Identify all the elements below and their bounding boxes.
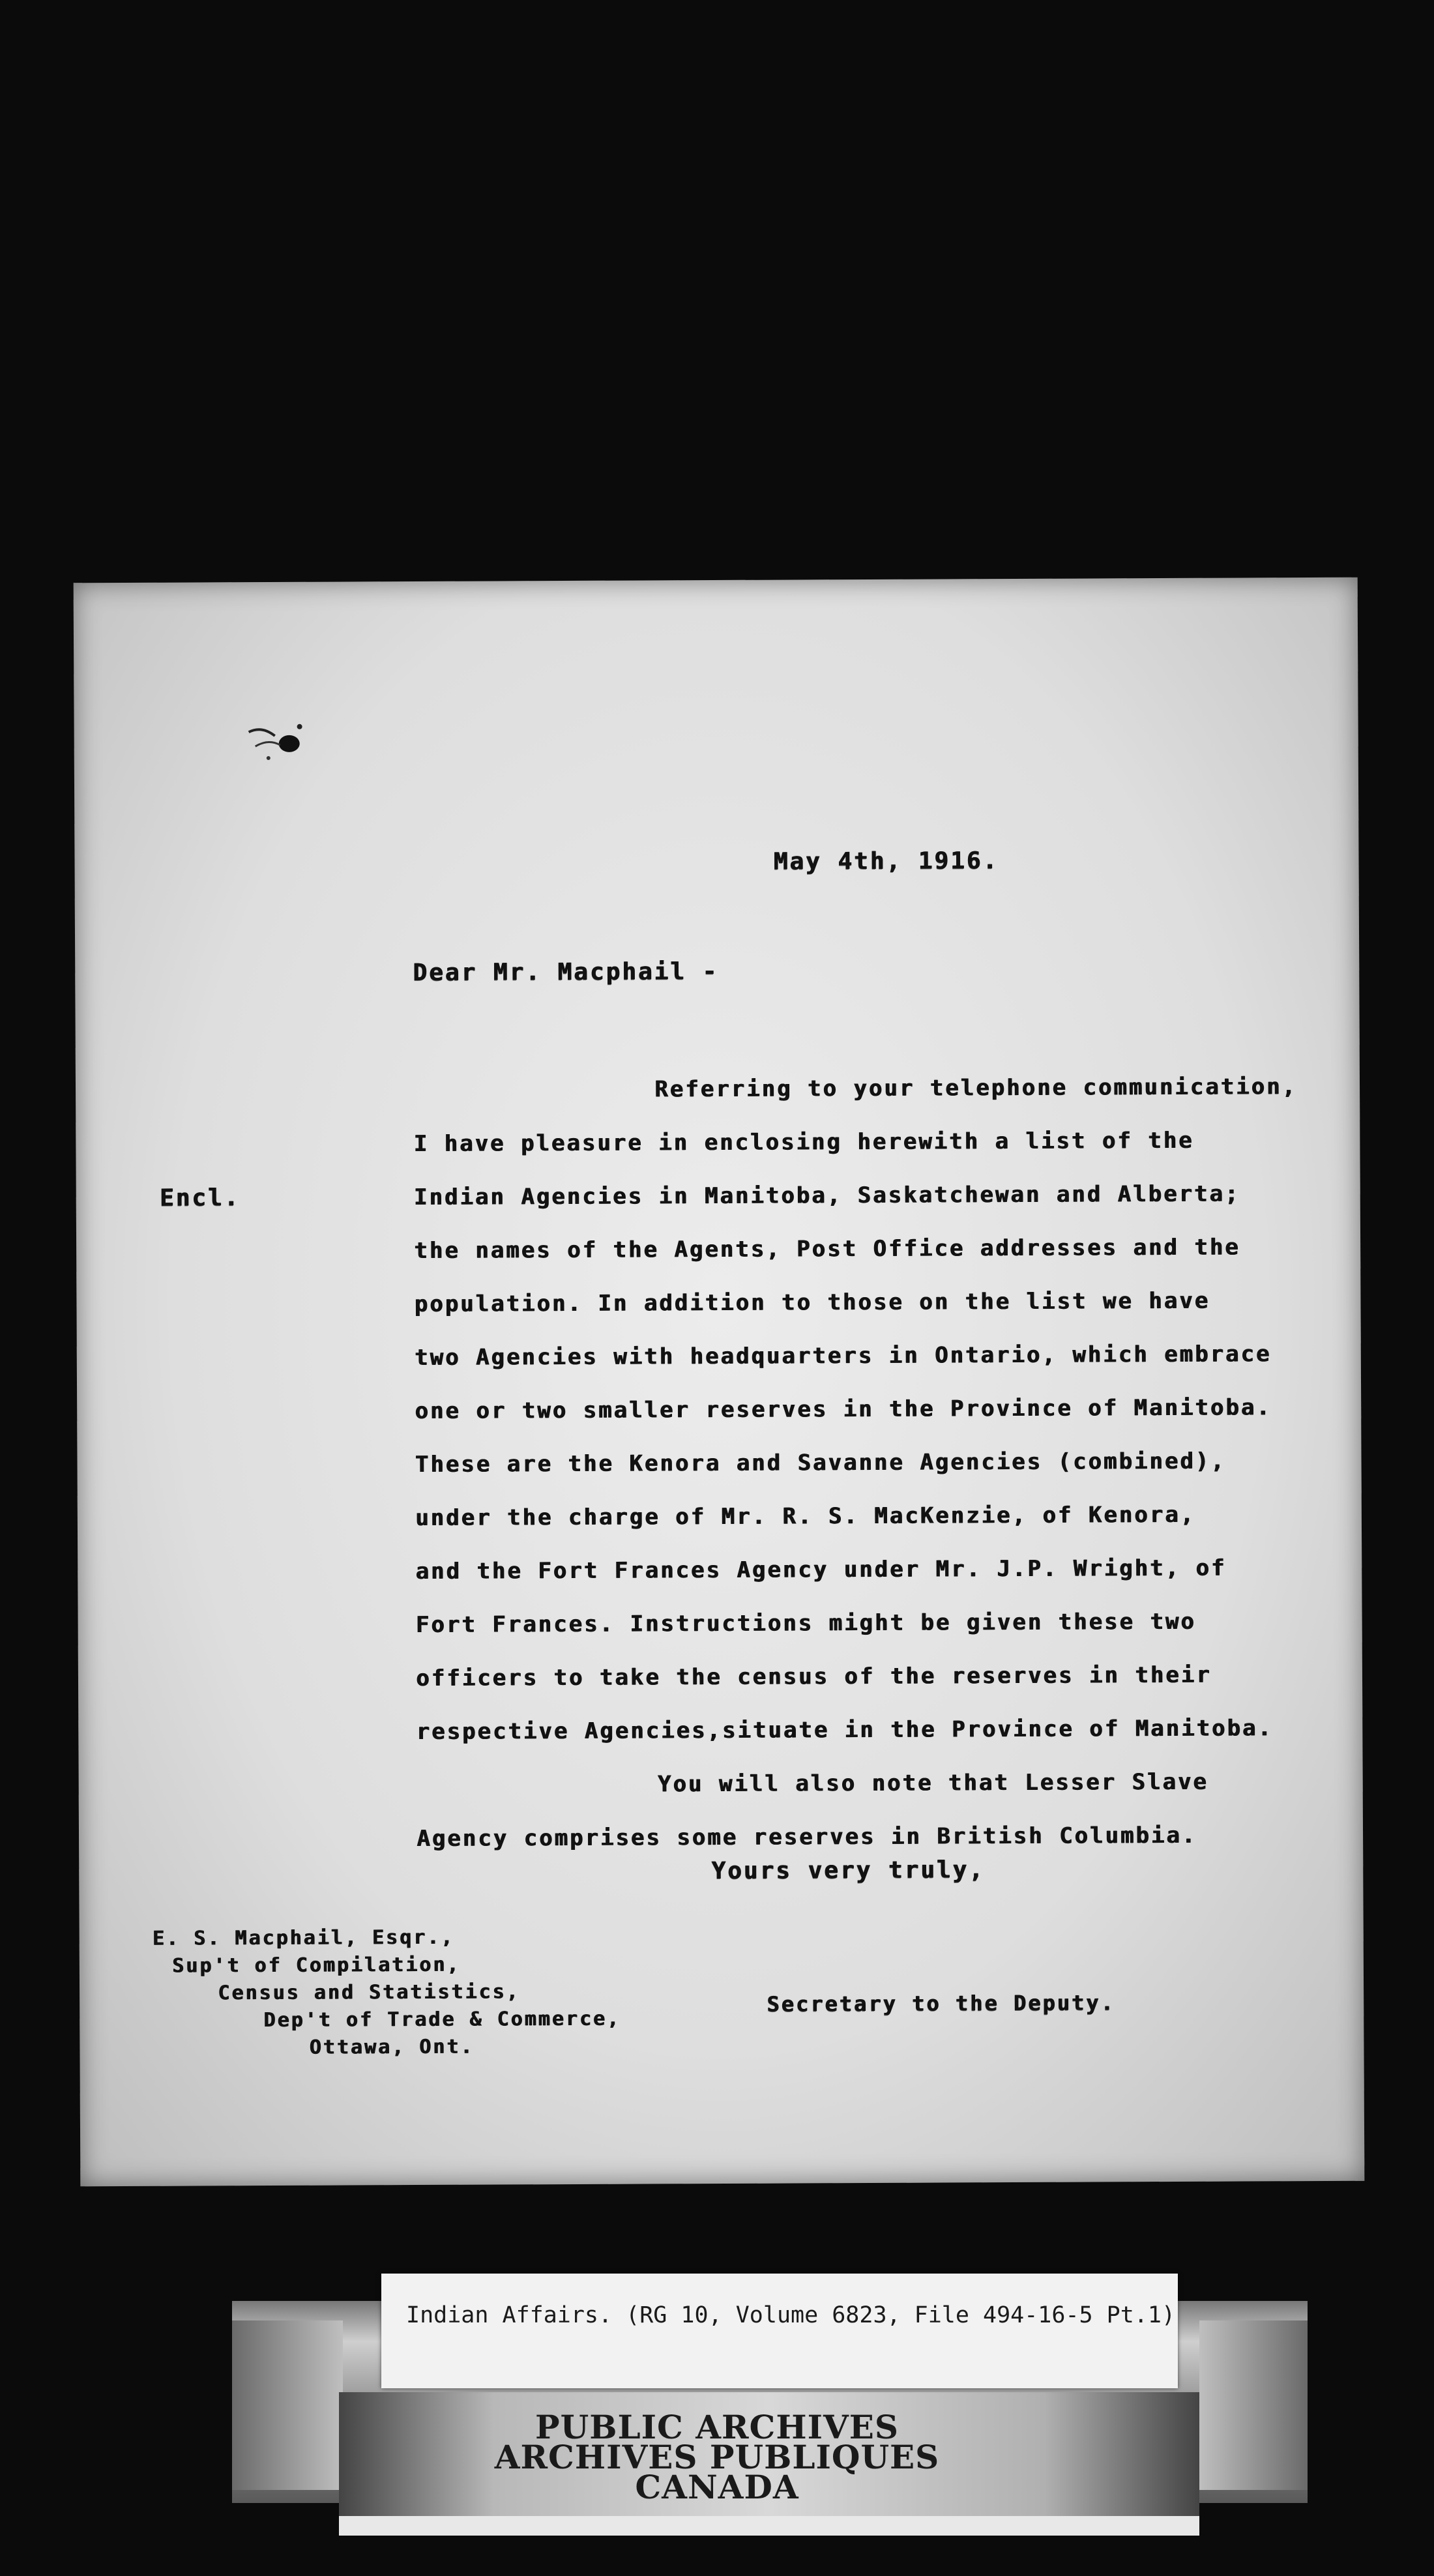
body-line: Fort Frances. Instructions might be given these two	[415, 1608, 1196, 1639]
closing: Yours very truly,	[711, 1856, 985, 1885]
body-line: respective Agencies,situate in the Province of Manitoba.	[416, 1715, 1273, 1746]
archive-reference-label	[381, 2274, 1178, 2388]
body-line: Indian Agencies in Manitoba, Saskatchewan and Alberta;	[413, 1180, 1240, 1211]
body-line: Agency comprises some reserves in British Columbia.	[416, 1822, 1197, 1852]
body-line: officers to take the census of the reserves in their	[415, 1661, 1212, 1692]
body-line: under the charge of Mr. R. S. MacKenzie, of Kenora,	[415, 1501, 1195, 1532]
body-line: I have pleasure in enclosing herewith a list of the	[413, 1127, 1194, 1158]
body-line: one or two smaller reserves in the Province of Manitoba.	[415, 1394, 1272, 1425]
letter-date: May 4th, 1916.	[773, 847, 999, 875]
recipient-address	[153, 1924, 621, 2062]
ink-blot-mark	[242, 712, 314, 771]
letter-sheet	[74, 578, 1365, 2187]
letter-body	[413, 1060, 1300, 1866]
signature-title: Secretary to the Deputy.	[767, 1990, 1115, 2017]
address-line: E. S. Macphail, Esqr.,	[152, 1925, 455, 1950]
archive-reference: Indian Affairs. (RG 10, Volume 6823, File 494-16-5 Pt.1)	[406, 2302, 1176, 2328]
body-line: and the Fort Frances Agency under Mr. J.P. Wright, of	[415, 1555, 1227, 1585]
stamp-line: PUBLIC ARCHIVES	[535, 2408, 899, 2446]
stamp-line: ARCHIVES PUBLIQUES	[494, 2438, 940, 2476]
salutation: Dear Mr. Macphail -	[413, 958, 719, 987]
address-line: Census and Statistics,	[218, 1980, 520, 2005]
address-line: Sup't of Compilation,	[171, 1953, 461, 1978]
stamp-line: CANADA	[635, 2468, 799, 2506]
body-line: two Agencies with headquarters in Ontario, which embrace	[414, 1341, 1272, 1371]
body-line: population. In addition to those on the list we have	[414, 1287, 1210, 1318]
address-line: Ottawa, Ont.	[309, 2035, 475, 2059]
body-line: These are the Kenora and Savanne Agencies (combined),	[415, 1448, 1226, 1478]
enclosure-note: Encl.	[159, 1184, 241, 1212]
body-line: You will also note that Lesser Slave	[657, 1768, 1208, 1798]
body-line: Referring to your telephone communication,	[654, 1074, 1297, 1103]
body-line: the names of the Agents, Post Office addresses and the	[414, 1234, 1240, 1265]
address-line: Dep't of Trade & Commerce,	[263, 2007, 621, 2032]
